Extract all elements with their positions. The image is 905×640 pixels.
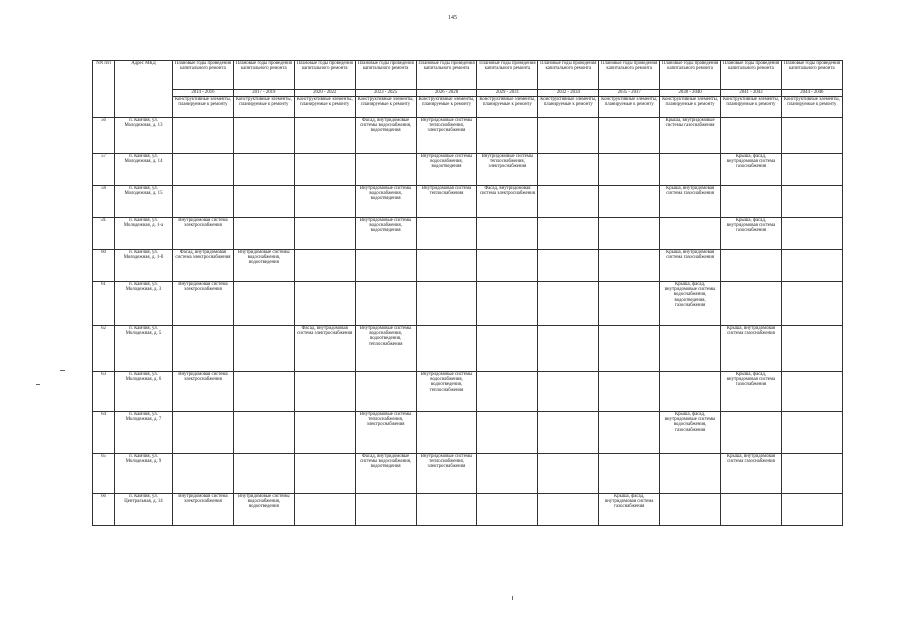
column-header-period: Плановые годы проведения капитального ремонта [721, 61, 782, 90]
repair-elements-cell [721, 282, 782, 326]
scan-mark [512, 596, 513, 600]
page-number: 145 [448, 15, 457, 21]
row-number: 58 [93, 186, 115, 218]
repair-elements-cell [477, 218, 538, 250]
repair-elements-cell [477, 412, 538, 454]
repair-elements-cell [416, 218, 477, 250]
row-number: 61 [93, 282, 115, 326]
repair-elements-cell [233, 326, 294, 372]
table-row [93, 118, 843, 154]
repair-elements-cell [599, 186, 660, 218]
repair-elements-cell: Внутридомовые системы водоснабжения, водоотведения [355, 218, 416, 250]
repair-elements-cell [233, 154, 294, 186]
row-address: п. Камчия, ул. Молодежная, д. 3 [115, 282, 173, 326]
row-address: п. Камчия, ул. Молодежная, д. 6 [115, 372, 173, 412]
column-header-years: 2023 - 2025 [355, 90, 416, 97]
column-header-years: 2020 - 2022 [294, 90, 355, 97]
row-address: п. Камчия, ул. Молодежная, д. 9 [115, 454, 173, 494]
column-header-elements: Конструктивные элементы, планируемые к ремонту [660, 97, 721, 118]
repair-elements-cell: Внутридомовые системы водоснабжения, водоотведения, теплоснабжения [416, 372, 477, 412]
row-number: 56 [93, 118, 115, 154]
column-header-elements: Конструктивные элементы, планируемые к ремонту [233, 97, 294, 118]
repair-elements-cell [173, 154, 234, 186]
repair-elements-cell [538, 282, 599, 326]
repair-elements-cell: Крыша, фасад, внутридомовые системы водоснабжения, водоотведения, газоснабжения [660, 282, 721, 326]
repair-elements-cell [355, 494, 416, 526]
repair-elements-cell [355, 282, 416, 326]
repair-elements-cell [294, 454, 355, 494]
repair-elements-cell [599, 412, 660, 454]
table-row [93, 454, 843, 494]
repair-elements-cell [781, 412, 842, 454]
repair-elements-cell [721, 250, 782, 282]
repair-elements-cell [721, 118, 782, 154]
repair-elements-cell [416, 282, 477, 326]
repair-elements-cell [538, 118, 599, 154]
repair-elements-cell [599, 154, 660, 186]
capital-repair-schedule-table [92, 60, 843, 526]
repair-elements-cell: Крыша, внутридомовая система газоснабжения [660, 250, 721, 282]
row-address: п. Камчия, ул. Молодежная, д. 1-б [115, 250, 173, 282]
repair-elements-cell [233, 218, 294, 250]
repair-elements-cell [477, 454, 538, 494]
repair-elements-cell [538, 250, 599, 282]
repair-elements-cell: Крыша, фасад, внутридомовая система газоснабжения [721, 372, 782, 412]
repair-elements-cell [173, 186, 234, 218]
repair-elements-cell [599, 118, 660, 154]
repair-elements-cell [416, 250, 477, 282]
repair-elements-cell [660, 372, 721, 412]
repair-elements-cell [599, 250, 660, 282]
row-number: 60 [93, 250, 115, 282]
repair-elements-cell [599, 454, 660, 494]
repair-elements-cell [660, 494, 721, 526]
column-header-elements: Конструктивные элементы, планируемые к ремонту [599, 97, 660, 118]
repair-elements-cell [294, 118, 355, 154]
repair-elements-cell [538, 218, 599, 250]
repair-elements-cell [660, 154, 721, 186]
repair-elements-cell [294, 412, 355, 454]
table-body [93, 118, 843, 526]
repair-elements-cell: Внутридомовые системы водоснабжения, водоотведения [233, 250, 294, 282]
repair-elements-cell [477, 250, 538, 282]
table-row [93, 494, 843, 526]
column-header-years: 2044 - 2046 [781, 90, 842, 97]
repair-elements-cell [355, 154, 416, 186]
repair-elements-cell: Внутридомовые системы теплоснабжения, электроснабжения [416, 118, 477, 154]
repair-elements-cell [233, 282, 294, 326]
repair-elements-cell [477, 372, 538, 412]
repair-elements-cell [599, 282, 660, 326]
repair-elements-cell [538, 372, 599, 412]
repair-elements-cell [538, 454, 599, 494]
repair-elements-cell [538, 494, 599, 526]
table-row [93, 250, 843, 282]
column-header-elements: Конструктивные элементы, планируемые к ремонту [477, 97, 538, 118]
scan-mark [60, 370, 65, 371]
column-header-period: Плановые годы проведения капитального ремонта [355, 61, 416, 90]
repair-elements-cell: Внутридомовая система электроснабжения [173, 494, 234, 526]
column-header-years: 2041 - 2043 [721, 90, 782, 97]
repair-elements-cell [721, 412, 782, 454]
column-header-years: 2032 - 2034 [538, 90, 599, 97]
repair-elements-cell [721, 494, 782, 526]
row-number: 59. [93, 218, 115, 250]
repair-elements-cell: Фасад, внутридомовая система электроснабжения [294, 326, 355, 372]
repair-elements-cell: Крыша, внутридомовая система газоснабжения [660, 186, 721, 218]
repair-elements-cell [294, 250, 355, 282]
column-header-elements: Конструктивные элементы, планируемые к ремонту [173, 97, 234, 118]
repair-elements-cell [294, 282, 355, 326]
repair-elements-cell: Внутридомовые системы теплоснабжения, электроснабжения [355, 412, 416, 454]
repair-elements-cell [416, 494, 477, 526]
column-header-address: Адрес МКД [115, 61, 173, 118]
repair-elements-cell [538, 412, 599, 454]
repair-elements-cell: Крыша, внутридомовая система газоснабжения [721, 454, 782, 494]
repair-elements-cell [660, 326, 721, 372]
repair-elements-cell: Крыша, фасад, внутридомовая система газоснабжения [721, 218, 782, 250]
repair-elements-cell [294, 494, 355, 526]
row-address: п. Камчия, ул. Молодежная, д. 13 [115, 118, 173, 154]
repair-elements-cell [599, 372, 660, 412]
column-header-number: NN п/п [93, 61, 115, 118]
column-header-period: Плановые годы проведения капитального ремонта [599, 61, 660, 90]
column-header-years: 2038 - 2040 [660, 90, 721, 97]
repair-elements-cell [173, 412, 234, 454]
row-address: п. Камчия, ул. Молодежная, д. 15 [115, 186, 173, 218]
repair-elements-cell: Крыша, внутридомовая система газоснабжения [721, 326, 782, 372]
repair-elements-cell [538, 154, 599, 186]
repair-elements-cell [781, 494, 842, 526]
repair-elements-cell: Крыша, фасад, внутридомовая система газоснабжения [721, 154, 782, 186]
repair-elements-cell [781, 454, 842, 494]
repair-elements-cell [477, 282, 538, 326]
table-row [93, 154, 843, 186]
column-header-period: Плановые годы проведения капитального ремонта [660, 61, 721, 90]
repair-elements-cell: Крыша, фасад, внутридомовая система газоснабжения [599, 494, 660, 526]
repair-elements-cell: Внутридомовые системы водоснабжения, водоотведения [233, 494, 294, 526]
repair-elements-cell [781, 250, 842, 282]
repair-elements-cell [355, 372, 416, 412]
repair-elements-cell [416, 326, 477, 372]
repair-elements-cell [477, 326, 538, 372]
table-row [93, 372, 843, 412]
row-number: 66 [93, 494, 115, 526]
scan-mark [36, 384, 40, 385]
column-header-elements: Конструктивные элементы, планируемые к ремонту [781, 97, 842, 118]
repair-elements-cell [355, 250, 416, 282]
column-header-period: Плановые годы проведения капитального ремонта [233, 61, 294, 90]
row-address: п. Камчия, ул. Молодежная, д. 5 [115, 326, 173, 372]
repair-elements-cell: Фасад, внутридомовые системы водоснабжения, водоотведения [355, 118, 416, 154]
repair-elements-cell [781, 154, 842, 186]
row-number: 64 [93, 412, 115, 454]
table-row [93, 412, 843, 454]
table-row [93, 326, 843, 372]
repair-elements-cell [294, 186, 355, 218]
column-header-years: 2035 - 2037 [599, 90, 660, 97]
repair-elements-cell [781, 326, 842, 372]
column-header-period: Плановые годы проведения капитального ремонта [173, 61, 234, 90]
repair-elements-cell [173, 326, 234, 372]
row-address: п. Камчия, ул. Центральная, д. 14 [115, 494, 173, 526]
repair-elements-cell [781, 118, 842, 154]
column-header-elements: Конструктивные элементы, планируемые к ремонту [538, 97, 599, 118]
column-header-years: 2014 - 2016 [173, 90, 234, 97]
column-header-years: 2029 - 2031 [477, 90, 538, 97]
repair-elements-cell [233, 372, 294, 412]
row-address: п. Камчия, ул. Молодежная, д. 14 [115, 154, 173, 186]
row-number: 63 [93, 372, 115, 412]
repair-elements-cell [721, 186, 782, 218]
column-header-period: Плановые годы проведения капитального ремонта [294, 61, 355, 90]
row-address: п. Камчия, ул. Молодежная, д. 1-а [115, 218, 173, 250]
repair-elements-cell [781, 186, 842, 218]
repair-elements-cell: Крыша, внутридомовые системы газоснабжения [660, 118, 721, 154]
table-row [93, 282, 843, 326]
column-header-period: Плановые годы проведения капитального ремонта [781, 61, 842, 90]
repair-elements-cell: Крыша, фасад, внутридомовые системы водоснабжения, газоснабжения [660, 412, 721, 454]
repair-elements-cell: Фасад, внутридомовая система электроснабжения [173, 250, 234, 282]
table-row [93, 218, 843, 250]
repair-elements-cell [781, 218, 842, 250]
column-header-elements: Конструктивные элементы, планируемые к ремонту [294, 97, 355, 118]
repair-elements-cell: Фасад, внутридомовые системы водоснабжения, водоотведения [355, 454, 416, 494]
repair-elements-cell: Внутридомовая система теплоснабжения [416, 186, 477, 218]
header-row-years [93, 90, 843, 97]
column-header-elements: Конструктивные элементы, планируемые к ремонту [721, 97, 782, 118]
column-header-elements: Конструктивные элементы, планируемые к ремонту [355, 97, 416, 118]
repair-elements-cell [294, 372, 355, 412]
repair-elements-cell: Внутридомовые системы водоснабжения, водоотведения, теплоснабжения [355, 326, 416, 372]
column-header-period: Плановые годы проведения капитального ремонта [416, 61, 477, 90]
row-number: 62 [93, 326, 115, 372]
repair-elements-cell [233, 454, 294, 494]
row-number: 57 [93, 154, 115, 186]
column-header-years: 2026 - 2028 [416, 90, 477, 97]
repair-elements-cell [173, 118, 234, 154]
repair-elements-cell [660, 218, 721, 250]
column-header-elements: Конструктивные элементы, планируемые к ремонту [416, 97, 477, 118]
header-row-periods [93, 61, 843, 90]
repair-elements-cell: Внутридомовые системы водоснабжения, водоотведения [416, 154, 477, 186]
repair-elements-cell [538, 326, 599, 372]
repair-elements-cell [781, 372, 842, 412]
repair-elements-cell: Внутридомовая система электроснабжения [173, 282, 234, 326]
repair-elements-cell [416, 412, 477, 454]
row-address: п. Камчия, ул. Молодежная, д. 7 [115, 412, 173, 454]
row-number: 65 [93, 454, 115, 494]
repair-elements-cell [294, 218, 355, 250]
table-row [93, 186, 843, 218]
repair-elements-cell: Внутридомовые системы водоснабжения, водоотведения [355, 186, 416, 218]
repair-elements-cell: Внутридомовые системы теплоснабжения, электроснабжения [416, 454, 477, 494]
repair-elements-cell: Внутридомовые системы теплоснабжения, электроснабжения [477, 154, 538, 186]
repair-elements-cell [294, 154, 355, 186]
column-header-period: Плановые годы проведения капитального ремонта [477, 61, 538, 90]
repair-elements-cell [477, 118, 538, 154]
column-header-years: 2017 - 2019 [233, 90, 294, 97]
repair-elements-cell [538, 186, 599, 218]
repair-elements-cell: Внутридомовая система электроснабжения [173, 218, 234, 250]
repair-elements-cell [233, 118, 294, 154]
repair-elements-cell [173, 454, 234, 494]
repair-elements-cell [233, 186, 294, 218]
column-header-period: Плановые годы проведения капитального ремонта [538, 61, 599, 90]
header-row-elements [93, 97, 843, 118]
repair-elements-cell [233, 412, 294, 454]
repair-elements-cell [599, 218, 660, 250]
repair-elements-cell [599, 326, 660, 372]
repair-elements-cell: Внутридомовая система электроснабжения [173, 372, 234, 412]
repair-elements-cell: Фасад, внутридомовая система электроснабжения [477, 186, 538, 218]
repair-elements-cell [477, 494, 538, 526]
repair-elements-cell [781, 282, 842, 326]
repair-elements-cell [660, 454, 721, 494]
